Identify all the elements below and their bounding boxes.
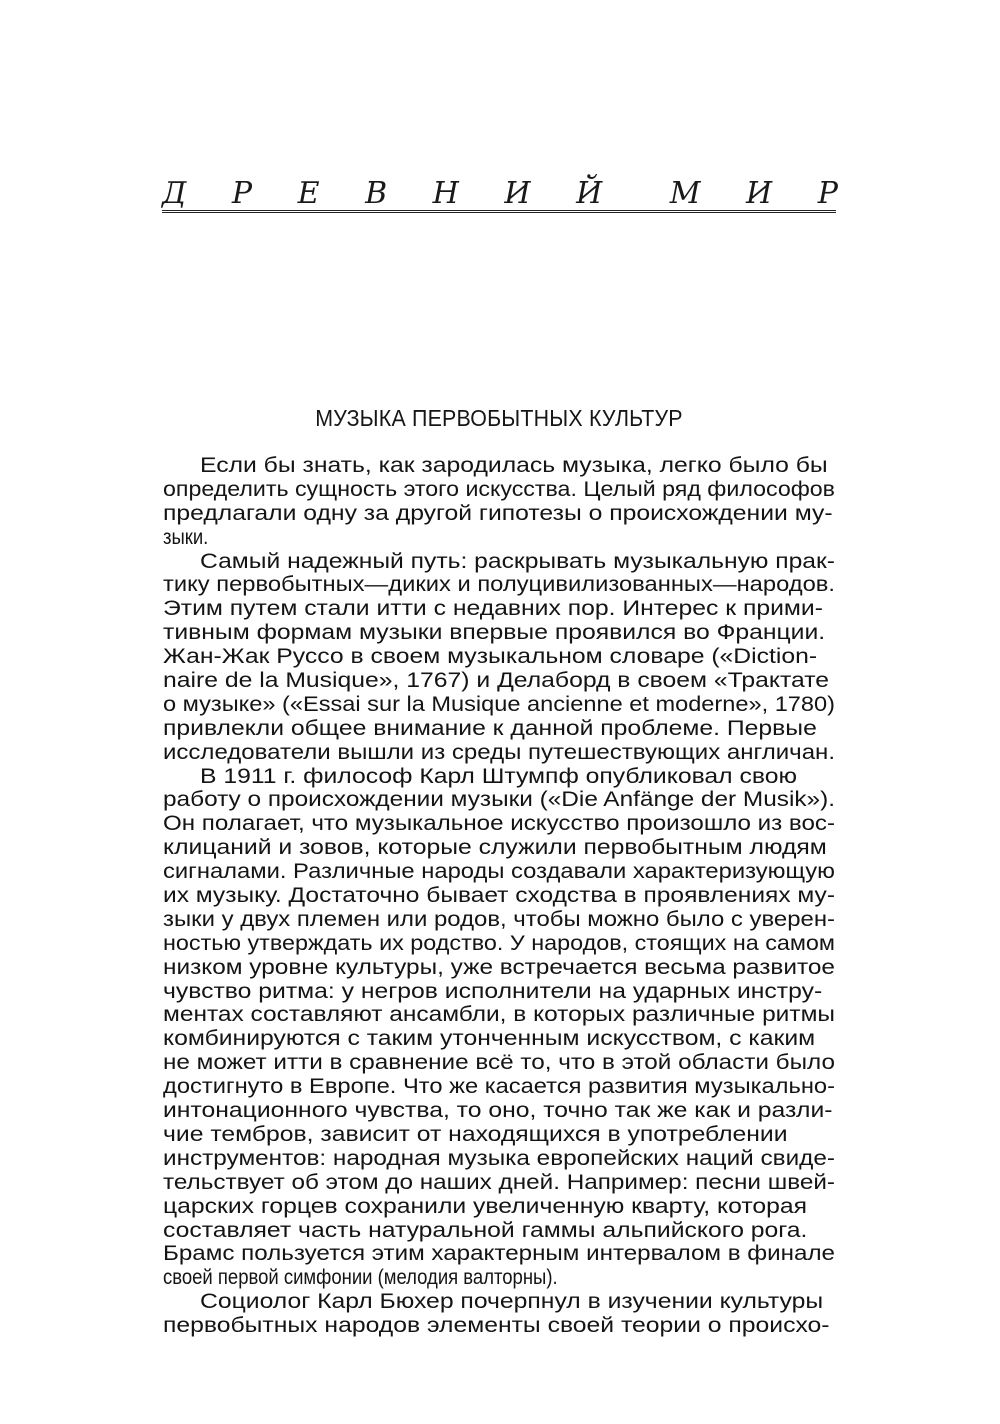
text-line: низком уровне культуры, уже встречается весьма развитое (163, 954, 835, 979)
running-head-letter: И (746, 176, 773, 211)
paragraph (163, 550, 835, 765)
running-head-letter: Р (231, 176, 253, 211)
text-line: о музыке» («Essai sur la Musique ancienne et moderne», 1780) (163, 691, 835, 716)
running-head-rule (162, 210, 836, 213)
text-line: исследователи вышли из среды путешествующих англичан. (163, 739, 835, 764)
text-line: Самый надежный путь: раскрывать музыкальную прак- (200, 548, 835, 573)
paragraph (163, 454, 835, 550)
text-line: не может итти в сравнение всё то, что в этой области было (163, 1050, 835, 1075)
text-line: предлагали одну за другой гипотезы о происхождении му- (163, 500, 833, 525)
text-line: В 1911 г. философ Карл Штумпф опубликовал свою (200, 763, 797, 788)
text-line: naire de la Musique», 1767) и Делаборд в своем «Трактате (163, 668, 830, 693)
text-line: зыки. (163, 524, 209, 549)
text-line: тику первобытных—диких и полуцивилизованных—народов. (163, 572, 835, 597)
text-line: Брамс пользуется этим характерным интервалом в финале (163, 1241, 835, 1266)
text-line: инструментов: народная музыка европейских наций свиде- (163, 1145, 835, 1170)
text-line: достигнуто в Европе. Что же касается развития музыкально- (163, 1074, 835, 1099)
text-line: определить сущность этого искусства. Целый ряд философов (163, 476, 835, 501)
running-head-letter: М (669, 176, 701, 211)
text-line: Если бы знать, как зародилась музыка, легко было бы (200, 453, 828, 477)
running-head-letter: Д (162, 176, 187, 211)
text-line: первобытных народов элементы своей теории о происхо- (163, 1313, 830, 1338)
text-line: сигналами. Различные народы создавали характеризующую (163, 859, 835, 884)
text-line: комбинируются с таким утонченным искусством, с каким (163, 1026, 816, 1051)
text-line: своей первой симфонии (мелодия валторны). (163, 1265, 558, 1290)
text-line: ностью утверждать их родство. У народов, стоящих на самом (163, 930, 835, 955)
running-head-letter: Р (817, 176, 838, 211)
text-line: Жан-Жак Руссо в своем музыкальном словаре («Diction- (163, 644, 818, 669)
text-line: клицаний и зовов, которые служили первобытным людям (163, 835, 827, 860)
text-line: работу о происхождении музыки («Die Anfänge der Musik»). (163, 787, 835, 812)
text-line: чие тембров, зависит от находящихся в употреблении (163, 1121, 788, 1146)
paragraph (163, 1290, 835, 1338)
running-head-letter: В (365, 176, 388, 211)
text-line: царских горцев сохранили увеличенную кварту, которая (163, 1193, 808, 1218)
chapter-title: МУЗЫКА ПЕРВОБЫТНЫХ КУЛЬТУР (315, 405, 683, 431)
text-line: зыки у двух племен или родов, чтобы можно было с уверен- (163, 906, 835, 931)
running-head-letter: Й (576, 176, 603, 211)
text-line: интонационного чувства, то оно, точно так же как и разли- (163, 1098, 833, 1123)
text-line: Он полагает, что музыкальное искусство произошло из вос- (163, 811, 835, 836)
text-line: Этим путем стали итти с недавних пор. Интерес к прими- (163, 596, 823, 621)
text-line: их музыку. Достаточно бывает сходства в проявлениях му- (163, 883, 835, 908)
running-head (162, 172, 838, 212)
text-line: привлекли общее внимание к данной проблеме. Первые (163, 715, 817, 740)
text-line: тивным формам музыки впервые проявился во Франции. (163, 620, 826, 645)
text-line: Социолог Карл Бюхер почерпнул в изучении культуры (200, 1289, 824, 1314)
running-head-letter: Е (297, 176, 320, 211)
text-line: чувство ритма: у негров исполнители на ударных инстру- (163, 978, 823, 1003)
text-line: тельствует об этом до наших дней. Например: песни швей- (163, 1169, 835, 1194)
running-head-letter: И (504, 176, 531, 211)
body-text (163, 454, 835, 1338)
text-line: составляет часть натуральной гаммы альпийского рога. (163, 1217, 808, 1242)
text-line: ментах составляют ансамбли, в которых различные ритмы (163, 1002, 835, 1027)
paragraph (163, 765, 835, 1291)
running-head-letter: Н (432, 176, 459, 211)
